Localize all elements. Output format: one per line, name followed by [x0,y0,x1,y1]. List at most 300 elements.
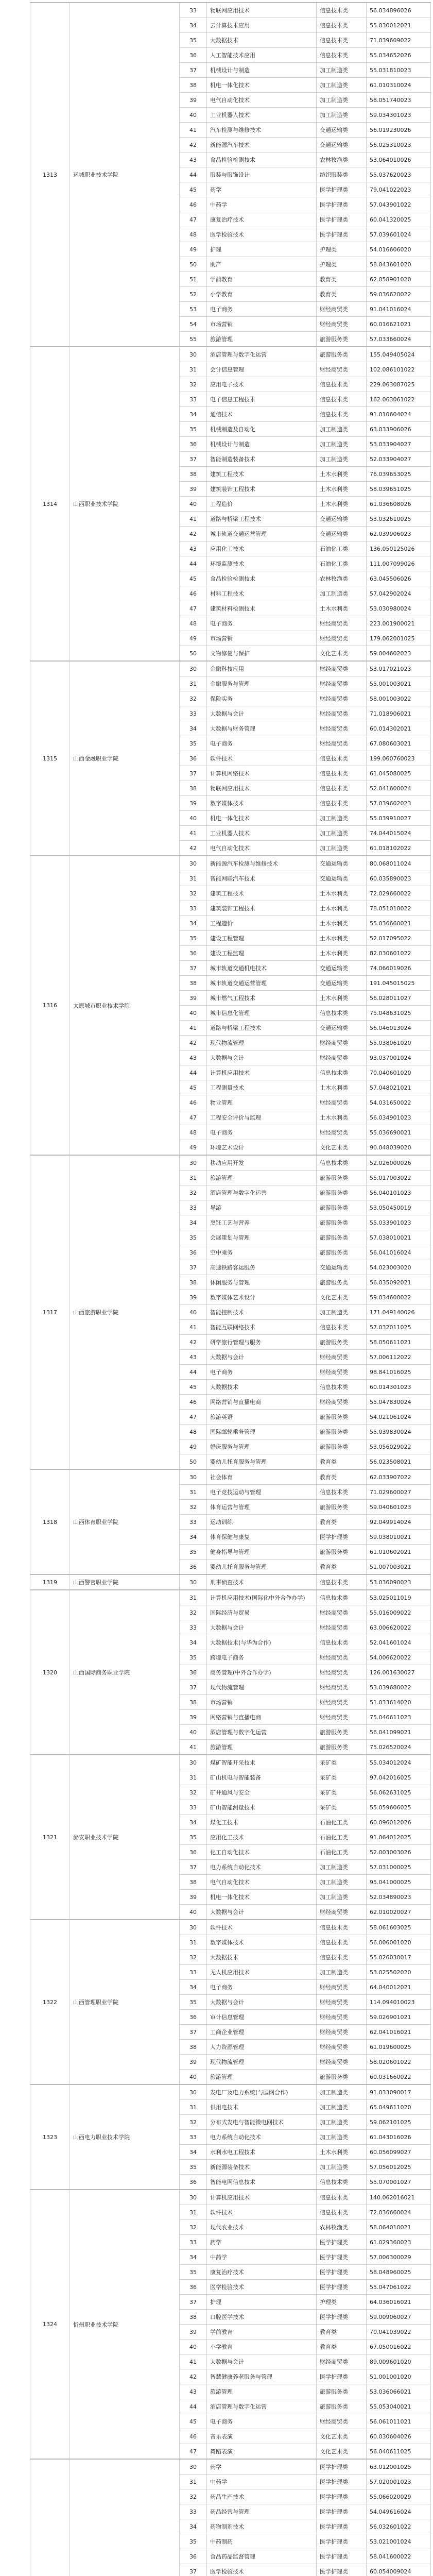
score-value: 114.094010023 [367,1995,431,2010]
major-index: 40 [180,497,207,512]
major-name: 煤矿智能开采技术 [207,1755,317,1770]
major-category: 信息技术类 [317,407,367,422]
major-index: 30 [180,347,207,362]
major-category: 交通运输类 [317,1021,367,1036]
major-index: 34 [180,1215,207,1230]
score-value: 55.053040021 [367,2399,431,2414]
score-value: 136.050125026 [367,541,431,556]
major-name: 大数据与会计 [207,1620,317,1635]
major-category: 财经商贸类 [317,1125,367,1140]
major-index: 37 [180,2295,207,2310]
major-index: 39 [180,2325,207,2340]
major-index: 37 [180,961,207,976]
major-index: 33 [180,706,207,721]
major-name: 酒店管理与数字化运营 [207,347,317,362]
school-name: 山西金融职业学院 [70,661,180,856]
score-value: 223.001900021 [367,616,431,631]
score-value: 91.041016024 [367,302,431,317]
major-category: 财经商贸类 [317,1350,367,1365]
major-category: 财经商贸类 [317,1605,367,1620]
major-index: 38 [180,1275,207,1290]
major-category: 旅游服务类 [317,1335,367,1350]
major-index: 47 [180,601,207,616]
score-value: 52.041601024 [367,1635,431,1650]
major-index: 35 [180,2534,207,2549]
score-value: 52.017095022 [367,931,431,946]
major-name: 婚庆服务与管理 [207,1439,317,1454]
major-name: 旅游管理 [207,2070,317,2085]
major-name: 药品经营与管理 [207,2504,317,2519]
major-name: 食品检验检测技术 [207,571,317,586]
major-category: 信息技术类 [317,48,367,63]
school-name: 山西旅游职业学院 [70,1155,180,1469]
major-name: 文物修复与保护 [207,646,317,662]
major-category: 财经商贸类 [317,362,367,377]
score-value: 53.032610025 [367,512,431,527]
school-code: 1315 [30,661,70,856]
score-value: 59.034301023 [367,108,431,123]
major-name: 人力资源管理 [207,2040,317,2055]
major-category: 教育类 [317,2340,367,2354]
major-category: 交通运输类 [317,512,367,527]
score-value: 56.034896026 [367,3,431,18]
major-index: 36 [180,2010,207,2025]
score-value: 60.031660022 [367,2070,431,2085]
major-name: 电气自动化技术 [207,1875,317,1890]
major-index: 35 [180,1995,207,2010]
major-index: 35 [180,1830,207,1845]
major-index: 43 [180,1050,207,1065]
school-code: 1322 [30,1920,70,2084]
major-category: 加工制造类 [317,2160,367,2175]
score-value: 72.036660024 [367,2205,431,2220]
major-category: 护理类 [317,242,367,257]
major-category: 财经商贸类 [317,1095,367,1110]
major-category: 旅游服务类 [317,1200,367,1215]
score-value: 55.066020029 [367,2489,431,2504]
major-category: 财经商贸类 [317,2010,367,2025]
score-value: 93.037001024 [367,1050,431,1065]
score-table [30,2,431,2576]
major-index: 35 [180,1650,207,1665]
major-index: 35 [180,422,207,437]
score-value: 52.033904027 [367,452,431,467]
major-name: 医学检验技术 [207,227,317,242]
major-name: 应用电子技术 [207,377,317,392]
major-name: 网络营销与直播电商 [207,1710,317,1725]
table-row [30,1590,431,1605]
major-index: 33 [180,2235,207,2250]
school-code: 1318 [30,1469,70,1574]
major-name: 工程造价 [207,916,317,931]
major-name: 中药学 [207,197,317,212]
score-value: 55.038061020 [367,1036,431,1050]
major-name: 保险实务 [207,691,317,706]
score-value: 55.036690021 [367,1125,431,1140]
major-name: 应用化工技术 [207,1830,317,1845]
major-name: 社会体育 [207,1469,317,1485]
major-index: 39 [180,1290,207,1305]
major-index: 35 [180,736,207,751]
score-value: 58.051740023 [367,93,431,108]
major-name: 大数据技术 [207,1380,317,1395]
major-index: 36 [180,437,207,452]
major-name: 现代物流管理 [207,2055,317,2070]
major-index: 31 [180,2100,207,2115]
score-value: 55.034652026 [367,48,431,63]
major-category: 交通运输类 [317,123,367,138]
major-category: 信息技术类 [317,1320,367,1335]
major-category: 加工制造类 [317,108,367,123]
score-value: 56.025310023 [367,138,431,152]
major-name: 旅游管理 [207,2384,317,2399]
score-value: 155.049405024 [367,347,431,362]
score-value: 140.062016021 [367,2190,431,2205]
major-index: 49 [180,1439,207,1454]
major-name: 体育运营与管理 [207,1500,317,1515]
major-name: 金融服务与管理 [207,676,317,691]
major-name: 机械设计与制造 [207,437,317,452]
major-category: 信息技术类 [317,392,367,407]
major-name: 电子竞技运动与管理 [207,1485,317,1500]
score-value: 53.036090023 [367,1574,431,1590]
major-name: 城市轨道交通运营管理 [207,976,317,991]
major-name: 空中乘务 [207,1245,317,1260]
score-value: 171.049140026 [367,1305,431,1320]
major-index: 36 [180,48,207,63]
school-name: 忻州职业技术学院 [70,2190,180,2459]
major-index: 38 [180,976,207,991]
score-value: 57.006300029 [367,2250,431,2265]
major-category: 加工制造类 [317,2100,367,2115]
score-value: 97.042016025 [367,1770,431,1785]
major-name: 导游 [207,1200,317,1215]
major-category: 信息技术类 [317,18,367,33]
major-index: 37 [180,63,207,78]
score-value: 60.041320025 [367,212,431,227]
major-index: 34 [180,1815,207,1830]
major-category: 信息技术类 [317,1574,367,1590]
major-category: 旅游服务类 [317,1215,367,1230]
major-index: 40 [180,108,207,123]
major-index: 46 [180,2429,207,2444]
major-category: 加工制造类 [317,1305,367,1320]
score-value: 58.050611021 [367,1335,431,1350]
major-name: 物联网应用技术 [207,3,317,18]
score-value: 59.040601023 [367,1500,431,1515]
score-value: 53.050450019 [367,1200,431,1215]
major-index: 37 [180,1260,207,1275]
major-category: 医学护理类 [317,182,367,197]
major-index: 31 [180,1935,207,1950]
major-index: 40 [180,2070,207,2085]
major-index: 32 [180,2115,207,2130]
major-index: 34 [180,2519,207,2534]
score-value: 52.041600024 [367,781,431,796]
score-value: 57.031000025 [367,1860,431,1875]
school-code [30,2459,70,2576]
major-category: 文化艺术类 [317,2444,367,2460]
major-category: 加工制造类 [317,811,367,826]
score-value: 51.001001020 [367,2369,431,2384]
major-category: 交通运输类 [317,1260,367,1275]
major-index: 48 [180,616,207,631]
major-name: 电力系统自动化技术 [207,2130,317,2145]
school-name: 山西职业技术学院 [70,347,180,661]
major-index: 41 [180,512,207,527]
major-name: 大数据技术 [207,33,317,48]
major-name: 护理 [207,242,317,257]
major-index: 38 [180,1875,207,1890]
score-value: 74.066019026 [367,961,431,976]
major-name: 康复治疗技术 [207,212,317,227]
major-category: 加工制造类 [317,437,367,452]
major-name: 药学 [207,2459,317,2475]
major-name: 金融科技应用 [207,661,317,676]
major-index: 43 [180,1350,207,1365]
major-name: 药学 [207,182,317,197]
major-name: 现代农业技术 [207,2220,317,2235]
score-value: 53.033904027 [367,437,431,452]
score-value: 59.034600022 [367,1290,431,1305]
score-value: 57.039601024 [367,227,431,242]
score-value: 56.040611025 [367,2444,431,2460]
major-index: 39 [180,93,207,108]
major-index: 43 [180,541,207,556]
score-value: 61.029360023 [367,2235,431,2250]
major-name: 电子商务 [207,1125,317,1140]
major-name: 矿山机电与智能装备 [207,1770,317,1785]
major-name: 学前教育 [207,2325,317,2340]
score-value: 82.030601022 [367,946,431,961]
score-value: 179.062001025 [367,631,431,646]
major-name: 计算机应用技术(国际化中外合作办学) [207,1590,317,1605]
major-name: 机械制造及自动化 [207,422,317,437]
major-index: 31 [180,1485,207,1500]
major-index: 32 [180,1785,207,1800]
score-value: 78.051018022 [367,901,431,916]
major-index: 48 [180,227,207,242]
major-index: 46 [180,586,207,601]
major-name: 城市燃气工程技术 [207,991,317,1006]
major-category: 信息技术类 [317,1935,367,1950]
major-index: 35 [180,33,207,48]
major-index: 34 [180,407,207,422]
score-value: 58.048960025 [367,2265,431,2280]
major-category: 信息技术类 [317,1006,367,1021]
major-index: 38 [180,467,207,482]
major-category: 教育类 [317,1560,367,1575]
major-index: 33 [180,2130,207,2145]
table-row [30,1469,431,1485]
major-index: 37 [180,2564,207,2576]
major-index: 47 [180,1410,207,1425]
major-category: 医学护理类 [317,2235,367,2250]
major-name: 会展策划与管理 [207,1230,317,1245]
major-category: 信息技术类 [317,2205,367,2220]
score-value: 56.062631025 [367,1785,431,1800]
major-index: 43 [180,152,207,167]
score-value: 61.019600025 [367,2040,431,2055]
score-value: 53.036066021 [367,2384,431,2399]
score-value: 54.006620022 [367,1650,431,1665]
score-value: 57.006112022 [367,1350,431,1365]
major-category: 医学护理类 [317,227,367,242]
major-name: 服装与服饰设计 [207,167,317,182]
score-value: 55.039830024 [367,1425,431,1439]
major-name: 电子商务 [207,616,317,631]
major-name: 城市轨道交通机电技术 [207,961,317,976]
score-value: 71.029600027 [367,1485,431,1500]
table-row [30,661,431,676]
major-name: 药物制剂技术 [207,2519,317,2534]
major-category: 旅游服务类 [317,1245,367,1260]
major-category: 土木水利类 [317,991,367,1006]
major-category: 旅游服务类 [317,1725,367,1740]
major-name: 智能控制技术 [207,1305,317,1320]
major-name: 环境艺术设计 [207,1140,317,1156]
score-value: 54.016606020 [367,242,431,257]
score-value: 191.045015025 [367,976,431,991]
major-index: 30 [180,661,207,676]
major-index: 39 [180,482,207,497]
major-category: 旅游服务类 [317,1171,367,1185]
major-category: 财经商贸类 [317,317,367,332]
major-index: 47 [180,212,207,227]
major-name: 商务管理(中外合作办学) [207,1665,317,1680]
score-value: 55.059606025 [367,1800,431,1815]
major-name: 健身指导与管理 [207,1545,317,1560]
major-category: 信息技术类 [317,796,367,811]
score-value: 55.031810023 [367,63,431,78]
school-name: 山西体育职业学院 [70,1469,180,1574]
major-name: 旅游管理 [207,1740,317,1755]
major-name: 大数据技术 [207,1950,317,1965]
major-index: 47 [180,2444,207,2460]
major-index: 34 [180,1635,207,1650]
score-value: 51.033614020 [367,1695,431,1710]
major-index: 30 [180,1574,207,1590]
major-index: 31 [180,362,207,377]
score-value: 199.060760023 [367,751,431,766]
major-category: 旅游服务类 [317,1230,367,1245]
major-name: 国际经济与贸易 [207,1605,317,1620]
major-index: 30 [180,1155,207,1171]
score-value: 60.035890023 [367,871,431,886]
major-name: 机械设计与制造 [207,63,317,78]
major-category: 财经商贸类 [317,1710,367,1725]
score-value: 61.045080025 [367,766,431,781]
score-value: 53.017021023 [367,661,431,676]
major-name: 大数据与会计 [207,706,317,721]
major-index: 36 [180,1560,207,1575]
major-index: 45 [180,182,207,197]
major-name: 工程造价 [207,497,317,512]
score-value: 56.041099021 [367,1725,431,1740]
major-category: 土木水利类 [317,1080,367,1095]
major-index: 33 [180,901,207,916]
major-category: 教育类 [317,1469,367,1485]
major-index: 35 [180,2265,207,2280]
major-name: 大数据与会计 [207,1050,317,1065]
major-name: 中药制药 [207,2534,317,2549]
score-value: 55.026030017 [367,1950,431,1965]
major-category: 教育类 [317,2325,367,2340]
school-name: 太原城市职业技术学院 [70,856,180,1155]
major-index: 39 [180,2055,207,2070]
score-value: 70.040601020 [367,1065,431,1080]
major-category: 医学护理类 [317,1530,367,1545]
major-index: 46 [180,197,207,212]
major-category: 财经商贸类 [317,631,367,646]
major-category: 教育类 [317,287,367,302]
major-category: 加工制造类 [317,1965,367,1980]
score-value: 54.021061024 [367,1410,431,1425]
major-category: 农林牧渔类 [317,2220,367,2235]
score-value: 56.041016024 [367,1245,431,1260]
major-category: 加工制造类 [317,422,367,437]
major-category: 土木水利类 [317,2145,367,2160]
score-value: 56.046013024 [367,1021,431,1036]
major-category: 信息技术类 [317,377,367,392]
score-value: 162.063061022 [367,392,431,407]
major-category: 交通运输类 [317,527,367,541]
major-category: 医学护理类 [317,2504,367,2519]
school-name: 潞安职业技术学院 [70,1755,180,1920]
major-name: 婴幼儿托育服务与管理 [207,1560,317,1575]
major-index: 39 [180,1890,207,1905]
major-category: 文化艺术类 [317,2429,367,2444]
major-name: 大数据与会计 [207,1905,317,1920]
major-category: 旅游服务类 [317,2070,367,2085]
major-category: 财经商贸类 [317,1620,367,1635]
major-name: 环境监测技术 [207,556,317,571]
score-value: 58.020601022 [367,2055,431,2070]
major-index: 30 [180,1469,207,1485]
major-name: 国际邮轮乘务管理 [207,1425,317,1439]
major-name: 会计信息管理 [207,362,317,377]
school-code: 1314 [30,347,70,661]
admission-score-table [30,2,415,2576]
major-category: 采矿类 [317,1770,367,1785]
major-name: 小学教育 [207,287,317,302]
score-value: 52.034890023 [367,1890,431,1905]
score-value: 57.038010021 [367,1230,431,1245]
major-name: 建筑工程技术 [207,886,317,901]
major-index: 40 [180,1006,207,1021]
major-name: 水利水电工程技术 [207,2145,317,2160]
major-category: 教育类 [317,1515,367,1530]
major-name: 休闲服务与管理 [207,1275,317,1290]
major-category: 财经商贸类 [317,1395,367,1410]
major-name: 音乐表演 [207,2429,317,2444]
major-index: 49 [180,1140,207,1156]
score-value: 56.034901023 [367,1110,431,1125]
major-name: 电子信息工程技术 [207,392,317,407]
major-name: 电子商务 [207,2414,317,2429]
major-category: 财经商贸类 [317,1650,367,1665]
major-index: 36 [180,1665,207,1680]
major-name: 电子商务 [207,302,317,317]
major-index: 30 [180,2459,207,2475]
table-row [30,856,431,871]
major-index: 48 [180,1125,207,1140]
score-value: 67.080603021 [367,736,431,751]
major-category: 土木水利类 [317,931,367,946]
major-name: 工程安全评价与监理 [207,1110,317,1125]
major-name: 智能电网信息技术 [207,2175,317,2190]
major-name: 计算机应用技术 [207,2190,317,2205]
